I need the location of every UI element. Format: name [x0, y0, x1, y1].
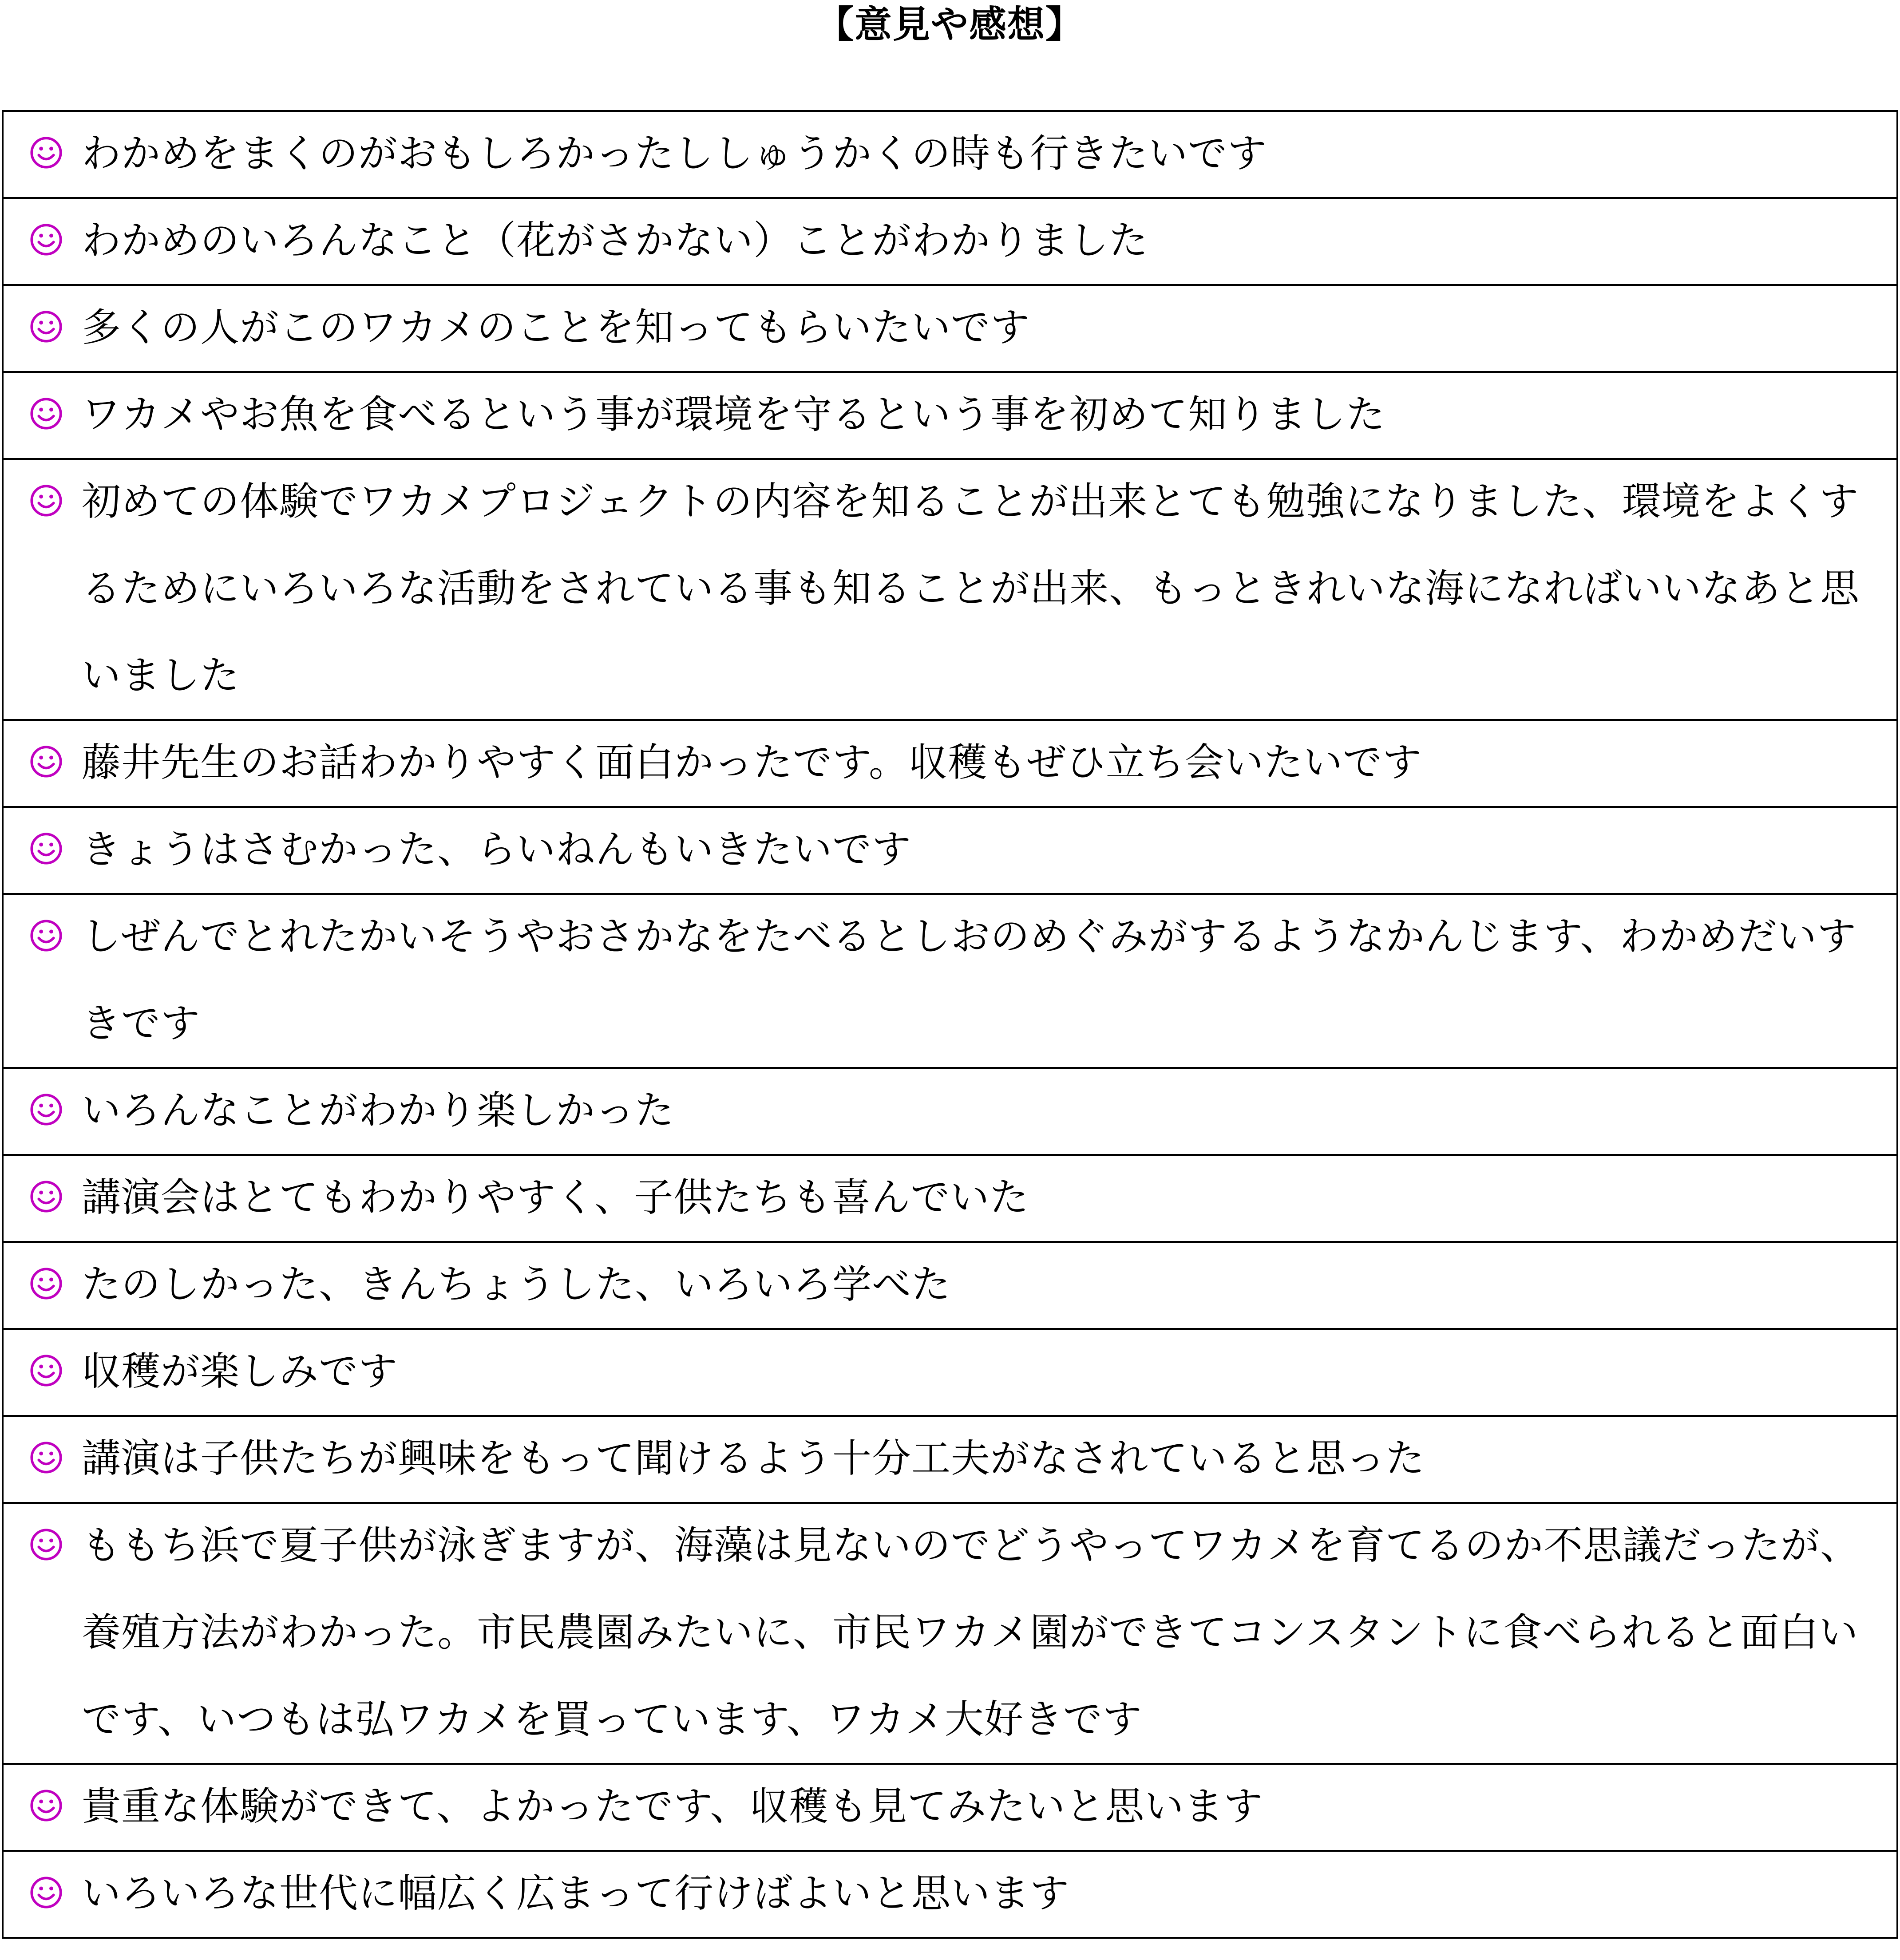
- comment-text: 貴重な体験ができて、よかったです、収穫も見てみたいと思います: [82, 1783, 1263, 1829]
- page-title: 【意見や感想】: [816, 3, 1084, 46]
- smiley-face-icon: [29, 1267, 63, 1300]
- comment-text: 多くの人がこのワカメのことを知ってもらいたいです: [82, 304, 1030, 350]
- comment-text: 収穫が楽しみです: [82, 1348, 398, 1394]
- table-row: [3, 111, 1897, 198]
- table-row: [3, 198, 1897, 285]
- smiley-face-icon: [29, 1441, 63, 1474]
- comments-table: [2, 110, 1898, 1939]
- comment-text: きょうはさむかった、らいねんもいきたいです: [82, 826, 912, 872]
- table-row: [3, 720, 1897, 807]
- comment-text: 藤井先生のお話わかりやすく面白かったです。収穫もぜひ立ち会いたいです: [82, 739, 1422, 785]
- smiley-face-icon: [29, 1093, 63, 1126]
- smiley-face-icon: [29, 745, 63, 778]
- smiley-face-icon: [29, 1180, 63, 1213]
- table-row: [3, 372, 1897, 459]
- table-row: [3, 1503, 1897, 1764]
- table-row: [3, 894, 1897, 1068]
- smiley-face-icon: [29, 1789, 63, 1822]
- comment-text: しぜんでとれたかいそうやおさかなをたべるとしおのめぐみがするようなかんじます、わかめだいすきです: [82, 913, 1856, 1046]
- table-row: [3, 1851, 1897, 1938]
- smiley-face-icon: [29, 1876, 63, 1909]
- smiley-face-icon: [29, 919, 63, 952]
- smiley-face-icon: [29, 1528, 63, 1561]
- smiley-face-icon: [29, 310, 63, 344]
- table-row: [3, 1416, 1897, 1503]
- table-row: [3, 1242, 1897, 1329]
- smiley-face-icon: [29, 397, 63, 431]
- comment-text: たのしかった、きんちょうした、いろいろ学べた: [82, 1261, 951, 1307]
- comment-text: 講演は子供たちが興味をもって聞けるよう十分工夫がなされていると思った: [82, 1435, 1425, 1481]
- smiley-face-icon: [29, 223, 63, 257]
- table-row: [3, 807, 1897, 894]
- smiley-face-icon: [29, 484, 63, 518]
- table-row: [3, 1068, 1897, 1155]
- smiley-face-icon: [29, 832, 63, 865]
- table-row: [3, 459, 1897, 720]
- table-row: [3, 285, 1897, 372]
- smiley-face-icon: [29, 1354, 63, 1387]
- table-row: [3, 1155, 1897, 1242]
- comment-text: ももち浜で夏子供が泳ぎますが、海藻は見ないのでどうやってワカメを育てるのか不思議だったが、養殖方法がわかった。市民農園みたいに、市民ワカメ園ができてコンスタントに食べられると面白いです、いつもは弘ワカメを買っています、ワカメ大好きです: [82, 1522, 1860, 1742]
- comment-text: わかめをまくのがおもしろかったししゅうかくの時も行きたいです: [82, 130, 1267, 176]
- comment-text: 初めての体験でワカメプロジェクトの内容を知ることが出来とても勉強になりました、環境をよくするためにいろいろな活動をされている事も知ることが出来、もっときれいな海になればいいなあと思いました: [82, 478, 1860, 698]
- comment-text: いろんなことがわかり楽しかった: [82, 1087, 675, 1133]
- comment-text: わかめのいろんなこと（花がさかない）ことがわかりました: [82, 217, 1149, 263]
- comment-text: ワカメやお魚を食べるという事が環境を守るという事を初めて知りました: [82, 391, 1386, 437]
- comment-text: いろいろな世代に幅広く広まって行けばよいと思います: [82, 1870, 1070, 1916]
- table-row: [3, 1764, 1897, 1851]
- table-row: [3, 1329, 1897, 1416]
- smiley-face-icon: [29, 136, 63, 170]
- comment-text: 講演会はとてもわかりやすく、子供たちも喜んでいた: [82, 1174, 1029, 1220]
